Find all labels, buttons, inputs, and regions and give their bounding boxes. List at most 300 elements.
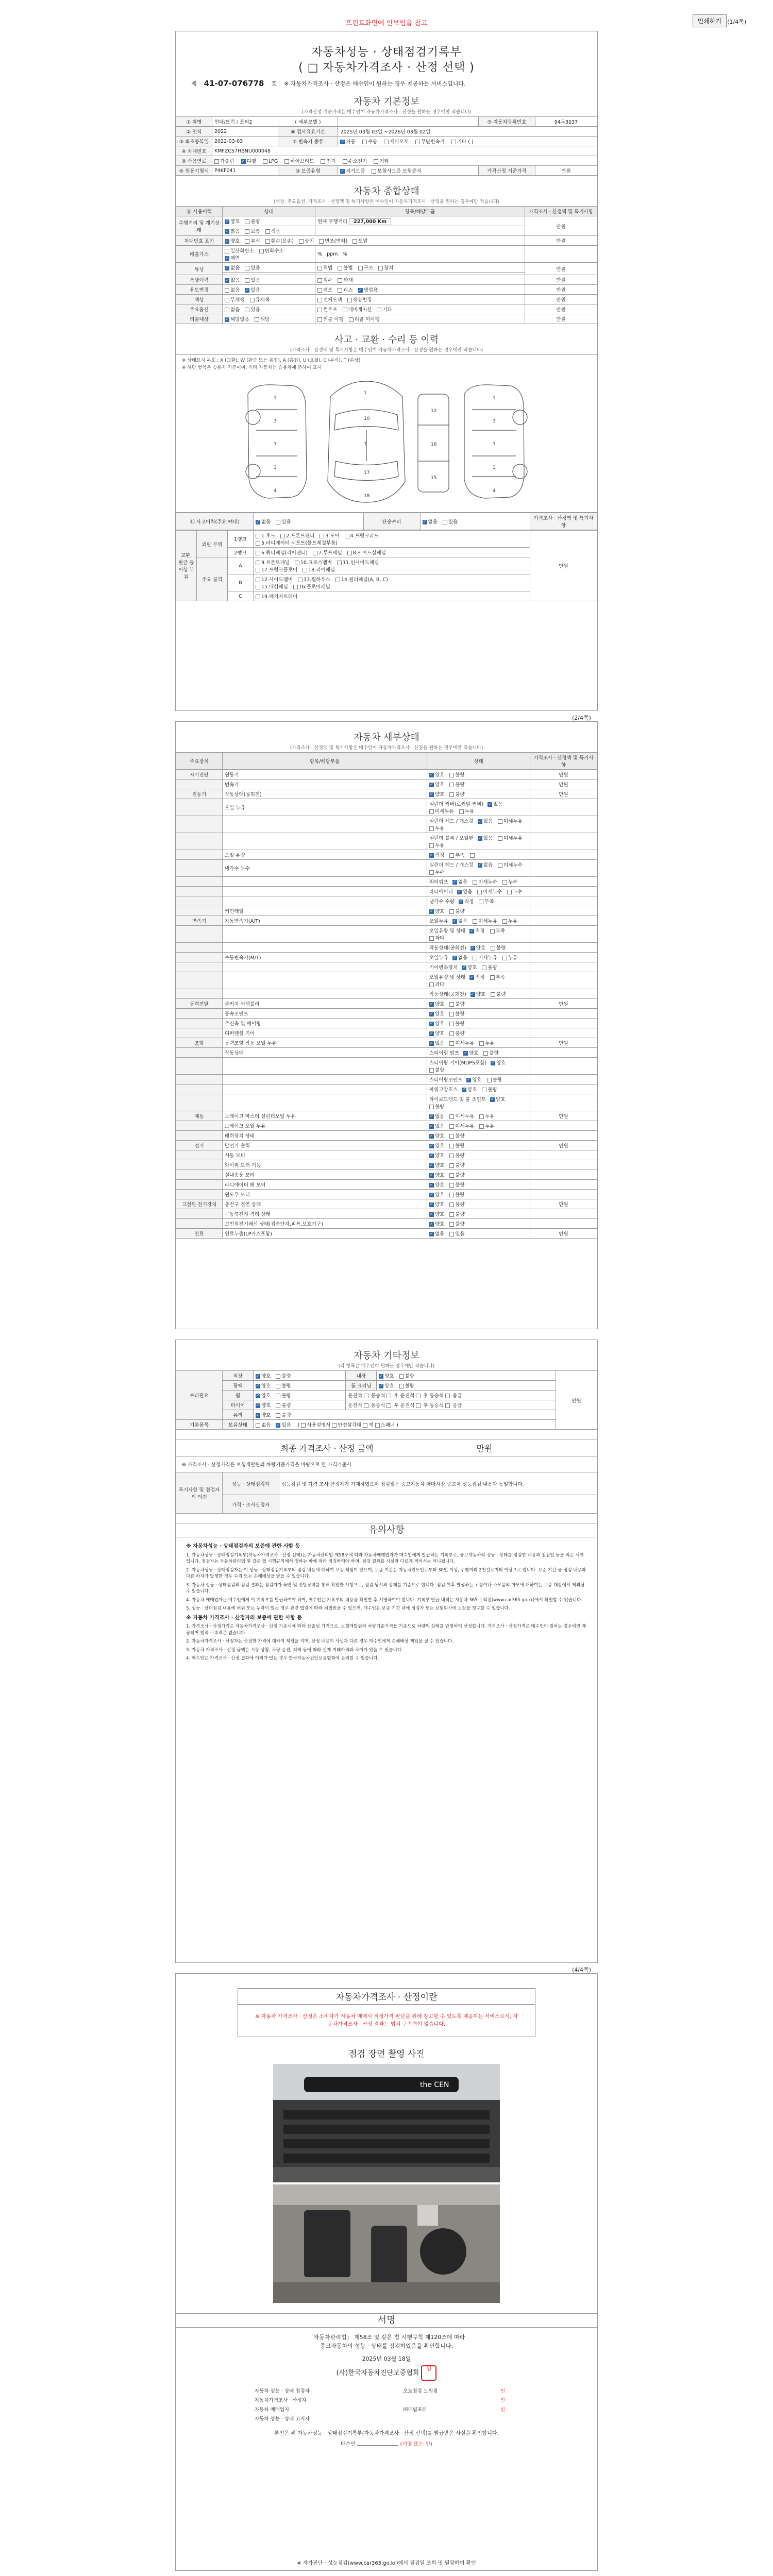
checkbox-cvt[interactable] <box>415 140 420 144</box>
label-basic-items: 기본품목 <box>176 1420 223 1430</box>
checkbox-detail[interactable] <box>478 819 482 824</box>
checkbox-accident-yes[interactable] <box>276 520 280 524</box>
engine-type: P4KF041 <box>212 166 278 176</box>
checkbox-glass-bad[interactable] <box>276 1413 280 1418</box>
checkbox-detail[interactable] <box>449 1114 454 1119</box>
checkbox-detail[interactable] <box>462 1088 466 1092</box>
checkbox-detail[interactable] <box>470 853 475 858</box>
checkbox-fire[interactable] <box>338 278 342 283</box>
checkbox-tire-bad[interactable] <box>276 1403 280 1408</box>
checkbox-detail[interactable] <box>452 956 457 960</box>
engine-bay-image <box>273 2184 500 2303</box>
detail-model-label: ( 세부모델 ) <box>278 117 338 127</box>
checkbox-wheel-good[interactable] <box>256 1394 260 1398</box>
checkbox-special-none[interactable] <box>225 278 229 283</box>
checkbox-vin-diff[interactable] <box>299 239 304 244</box>
doc-suffix: 호 <box>271 80 277 87</box>
checkbox-detail[interactable] <box>429 1193 434 1197</box>
svg-text:4: 4 <box>274 488 277 494</box>
label-buyer: 매수인 <box>341 2442 356 2447</box>
checkbox-color-change[interactable] <box>347 298 352 302</box>
col-usage: ⑪ 사용이력 <box>176 207 223 216</box>
checkbox-commercial[interactable] <box>358 288 363 293</box>
checkbox-odo-bad[interactable] <box>245 219 249 224</box>
checkbox-detail[interactable] <box>429 1012 434 1016</box>
checkbox-tuning-illegal[interactable] <box>338 266 342 270</box>
checkbox-detail[interactable] <box>429 1163 434 1168</box>
checkbox-detail[interactable] <box>449 783 454 787</box>
page-footer: ※ 자가진단 · 성능점검(www.car365.go.kr)에서 점검일 조회 및 열람하여 확인 <box>297 2561 476 2566</box>
label-accident-price: 가격조사 · 산정액 및 특기사항 <box>530 513 597 530</box>
checkbox-recall-done[interactable] <box>317 317 322 322</box>
checkbox-int-bad[interactable] <box>399 1374 404 1379</box>
notice-title: 유의사항 <box>176 1523 597 1537</box>
pricing-box-text: ※ 자동차 가격조사 · 산정은 소비자가 자동차 매매시 적정가격 판단을 위해 참고할 수 있도록 제공하는 서비스로서, 자동차가격조사 · 산정 결과는 법적 구속력이 없습니다. <box>255 2014 518 2027</box>
checkbox-detail[interactable] <box>482 965 486 970</box>
detail-row: 실린더 헤드 / 개스킷✓ 없음 미세누유누유 <box>176 816 597 833</box>
checkbox-vin-painted[interactable] <box>352 239 357 244</box>
checkbox-detail[interactable] <box>449 1212 454 1217</box>
detail-row: 등속조인트 ✓ 양호 불량 <box>176 1009 597 1019</box>
detail-status-title: 자동차 세부상태 <box>354 732 419 743</box>
engine-photo-1 <box>273 2064 500 2182</box>
checkbox-options-none[interactable] <box>225 308 229 312</box>
checkbox-detail[interactable] <box>487 1078 492 1082</box>
checkbox-detail[interactable] <box>491 992 495 997</box>
checkbox-detail[interactable] <box>429 1173 434 1178</box>
checkbox-manual[interactable] <box>362 140 367 144</box>
detail-row: 변속기 ✓ 양호 불량 만원 <box>176 779 597 789</box>
checkbox-recall-na[interactable] <box>225 317 229 322</box>
label-outer: 외판 부위 <box>197 531 228 557</box>
checkbox-detail[interactable] <box>449 1041 454 1046</box>
label-base-price: 가격산정 기준가격 <box>479 166 535 176</box>
checkbox-insurance-warranty[interactable] <box>372 169 376 174</box>
detail-row: 시동 모터 ✓ 양호 불량 <box>176 1150 597 1160</box>
checkbox-detail[interactable] <box>449 1144 454 1148</box>
svg-text:4: 4 <box>493 488 496 494</box>
page-1 <box>175 31 598 711</box>
checkbox-detail[interactable] <box>449 1202 454 1207</box>
checkbox-semi-auto[interactable] <box>384 140 389 144</box>
checkbox-detail[interactable] <box>473 880 477 885</box>
detail-row: 라디에이터✓ 없음 미세누수 누수 <box>176 887 597 896</box>
checkbox-detail[interactable] <box>429 1068 434 1073</box>
signature-table: 자동차 성능 · 상태 점검자 오토점검 노원점 인 자동차가격조사 · 산정자 인 자동차 매매업자 ㈜대림포터 인 자동차 성능 · 상태 고지자 <box>255 2388 506 2422</box>
checkbox-sunroof[interactable] <box>317 308 322 312</box>
detail-status-sub: (가격조사 · 산정액 및 특기사항은 매수인이 자동차가격조사 · 산정을 원하는 경우에만 적습니다) <box>290 745 483 751</box>
checkbox-detail[interactable] <box>491 946 495 951</box>
doc-note: ※ 자동차가격조사 · 산정은 매수인이 원하는 경우 제공하는 서비스입니다. <box>284 80 466 87</box>
checkbox-detail[interactable] <box>429 936 434 941</box>
engine-photo-2 <box>273 2184 500 2303</box>
label-pricer: 가격 · 조사산정자 <box>223 1495 279 1514</box>
checkbox-detail[interactable] <box>449 773 454 777</box>
checkbox-detail[interactable] <box>477 890 482 894</box>
page-2 <box>175 721 598 1329</box>
label-room-clean: 룸 크리닝 <box>346 1381 377 1391</box>
checkbox-hybrid[interactable] <box>284 159 289 164</box>
checkbox-detail[interactable] <box>429 909 434 914</box>
label-parts: 교환, 판금 등 이상 부위 <box>176 531 197 601</box>
checkbox-navi[interactable] <box>343 308 347 312</box>
checkbox-detail[interactable] <box>507 890 512 894</box>
checkbox-odo-good[interactable] <box>225 219 229 224</box>
checkbox-detail[interactable] <box>429 1002 434 1007</box>
front-grille-image <box>273 2064 500 2182</box>
checkbox-detail[interactable] <box>479 900 483 904</box>
row-vin-mark: 차대번호 표기 <box>176 236 223 246</box>
checkbox-detail[interactable] <box>498 863 502 868</box>
checkbox-special-yes[interactable] <box>245 278 249 283</box>
checkbox-detail[interactable] <box>449 853 454 858</box>
final-price-value: 만원 <box>476 1443 493 1453</box>
page-4 <box>175 1973 598 2571</box>
accident-sub: (가격조사 · 산정액 및 특기사항은 매수인이 자동차가격조사 · 산정을 원하는 경우에만 적습니다) <box>290 348 483 353</box>
svg-text:17: 17 <box>364 470 370 476</box>
checkbox-detail[interactable] <box>452 919 457 924</box>
parts-table: 교환, 판금 등 이상 부위 외판 부위 1랭크 1.후드 2.프론트펜더 3.도어 4.트렁크리드 5.라디에이터 서포트(볼트체결부품) 만원 2랭크 6.쿼터패널(리어펜더) 7.루프패널 8.사이드실패널 주요 골격 A 9.프론트패널 10.크로스멤버 11.인사이드패널 17.트렁크플로어 18.리어패널 B 12.사이드멤버 13.휠하우스 14.필러패널(A, B, C) 15.대쉬패널 16.플로어패널 C 19.패키지트레이 <box>176 530 597 601</box>
checkbox-wheel-bad[interactable] <box>276 1394 280 1398</box>
checkbox-detail[interactable] <box>473 919 477 924</box>
checkbox-detail[interactable] <box>449 1031 454 1036</box>
checkbox-detail[interactable] <box>429 1134 434 1139</box>
checkbox-detail[interactable] <box>452 880 457 885</box>
checkbox-detail[interactable] <box>429 1212 434 1217</box>
checkbox-detail[interactable] <box>429 809 434 814</box>
top-bar <box>0 0 773 27</box>
svg-text:1: 1 <box>364 391 367 396</box>
svg-text:10: 10 <box>364 416 370 421</box>
page-3 <box>175 1340 598 1963</box>
final-price-row <box>176 1439 597 1456</box>
checkbox-detail[interactable] <box>470 946 475 951</box>
price-options: 만원 <box>525 304 597 314</box>
row-options: 주요옵션 <box>176 304 223 314</box>
checkbox-repair-none[interactable] <box>423 520 427 524</box>
checkbox-detail[interactable] <box>429 1232 434 1236</box>
label-main-frame: 주요 골격 <box>197 557 228 601</box>
checkbox-chromatic[interactable] <box>250 298 255 302</box>
checkbox-detail[interactable] <box>429 1222 434 1227</box>
checkbox-detail[interactable] <box>429 982 434 987</box>
checkbox-glass-good[interactable] <box>256 1413 260 1418</box>
checkbox-detail[interactable] <box>429 870 434 875</box>
col-price: 가격조사 · 산정액 및 특기사항 <box>525 207 597 216</box>
detail-row: 작동상태(공회전)✓ 양호 불량 <box>176 989 597 999</box>
checkbox-detail[interactable] <box>429 1041 434 1046</box>
detail-row: 오일 유량 ✓ 적정 부족 <box>176 850 597 860</box>
label-warranty: ⑩ 보증유형 <box>278 166 338 176</box>
row-tuning: 튜닝 <box>176 263 223 275</box>
checkbox-detail[interactable] <box>429 1105 434 1109</box>
checkbox-detail[interactable] <box>482 1088 486 1092</box>
checkbox-achromatic[interactable] <box>225 298 229 302</box>
label-rank1: 1랭크 <box>228 531 254 548</box>
checkbox-int-good[interactable] <box>379 1374 383 1379</box>
svg-text:3: 3 <box>493 419 496 424</box>
label-plate: ⑤ 자동차등록번호 <box>479 117 535 127</box>
checkbox-clean-good[interactable] <box>379 1384 383 1388</box>
overall-status-table: ⑪ 사용이력 상태 항목/해당부품 가격조사 · 산정액 및 특기사항 주행거리 및 계기상태 ✓양호 불량 현재 주행거리 227,000 Km 만원 ✓많음 보통 적음 차대번호 표기 ✓ 양호 부식 훼손(오손) 상이 변조(변타) 도말 만원 배출가스 일산화탄소 탄화수소 ✓매연 % ppm % 튜닝 ✓ 없음 있음 적법 불법 구조 장치 만원 특별이력 ✓ 없음 있음 침수 화재 만원 용도변경 없음✓ 있음 렌트 리스✓ 영업용 만원 색상 무채색 유채색 전체도색 색상변경 만원 주요옵션 없음 있음 썬루프 네비게이션 기타 만원 리콜대상 ✓ 해당없음 해당 리콜 이행 리콜 미이행 만원 <box>176 206 597 324</box>
checkbox-detail[interactable] <box>473 956 477 960</box>
detail-row: 오일유량 및 상태✓ 적정 부족과다 <box>176 926 597 943</box>
checkbox-detail[interactable] <box>449 1232 454 1236</box>
inspector-opinion: 성능점검 및 가격 조사·산정자가 기재하였으며 점검일은 중고자동차 매매시장 중고차 성능점검 내용과 동일합니다. <box>279 1472 597 1495</box>
detail-row: 오일 누유 실린더 커버(로커암 커버)✓ 없음미세누유 누유 <box>176 799 597 816</box>
checkbox-detail[interactable] <box>429 853 434 858</box>
car-name: 현대/트럭 / 포터2 <box>212 117 278 127</box>
checkbox-tuning-device[interactable] <box>378 266 383 270</box>
checkbox-lpg[interactable] <box>263 159 267 164</box>
checkbox-detail[interactable] <box>498 836 502 841</box>
detail-row: 추진축 및 베어링 ✓ 양호 불량 <box>176 1019 597 1028</box>
checkbox-electric[interactable] <box>321 159 325 164</box>
svg-text:15: 15 <box>431 476 437 481</box>
checkbox-detail[interactable] <box>469 975 474 980</box>
checkbox-detail[interactable] <box>490 975 495 980</box>
checkbox-detail[interactable] <box>449 1124 454 1129</box>
price-odometer: 만원 <box>525 216 597 236</box>
checkbox-hydrogen[interactable] <box>343 159 347 164</box>
checkbox-detail[interactable] <box>502 919 507 924</box>
col-items: 항목/해당부품 <box>315 207 525 216</box>
detail-row: 변속기 자동변속기(A/T) 오일누유✓ 없음 미세누유 누유 <box>176 916 597 926</box>
checkbox-tuning-structure[interactable] <box>358 266 363 270</box>
checkbox-detail[interactable] <box>466 1078 471 1082</box>
checkbox-gasoline[interactable] <box>214 159 219 164</box>
checkbox-detail[interactable] <box>490 1097 495 1102</box>
checkbox-tuning-yes[interactable] <box>245 266 249 270</box>
svg-text:3: 3 <box>274 465 277 470</box>
checkbox-recall-not-done[interactable] <box>349 317 354 322</box>
label-transmission: ⑦ 변속기 종류 <box>278 137 338 146</box>
checkbox-detail[interactable] <box>502 880 507 885</box>
svg-text:7: 7 <box>364 442 367 447</box>
page-4-number: (4/4쪽) <box>572 1967 591 1973</box>
checkbox-detail[interactable] <box>449 1022 454 1026</box>
checkbox-mileage-many[interactable] <box>225 229 229 234</box>
checkbox-ext-bad[interactable] <box>276 1374 280 1379</box>
detail-row: 실내송풍 모터 ✓ 양호 불량 <box>176 1170 597 1180</box>
receipt-confirm: 본인은 위 자동차성능 · 상태점검기록부(자동차가격조사 · 산정 선택)를 발급받은 사실을 확인합니다. 매수인 (서명 또는 인) <box>274 2431 499 2447</box>
svg-text:7: 7 <box>274 442 277 447</box>
checkbox-detail[interactable] <box>449 1134 454 1139</box>
detail-row: 수동변속기(M/T) 오일누유✓ 없음 미세누유 누유 <box>176 953 597 962</box>
accident-title: 사고 · 교환 · 수리 등 이력 <box>334 334 439 345</box>
detail-row: 디퍼렌셜 기어 ✓ 양호 불량 <box>176 1028 597 1038</box>
first-reg-date: 2022-03-03 <box>212 137 278 146</box>
checkbox-detail[interactable] <box>429 773 434 777</box>
company-name: (사)한국자동차진단보증협회 <box>336 2369 419 2377</box>
price-accident: 만원 <box>530 531 597 601</box>
checkbox-detail[interactable] <box>449 1154 454 1158</box>
label-simple-repair: 단순수리 <box>363 513 420 530</box>
price-usage: 만원 <box>525 285 597 295</box>
detail-row: 냉각수 누수 실린더 헤드 / 개스킷✓ 없음 미세누수누수 <box>176 860 597 877</box>
checkbox-tire-good[interactable] <box>256 1403 260 1408</box>
detail-row: 동력전달 클러치 어셈블리 ✓ 양호 불량 만원 <box>176 999 597 1009</box>
checkbox-auto[interactable] <box>340 140 345 144</box>
checkbox-diesel[interactable] <box>241 159 246 164</box>
other-info-sub: (각 항목은 매수인이 원하는 경우에만 적습니다) <box>338 1364 435 1369</box>
checkbox-vin-altered[interactable] <box>319 239 324 244</box>
warranty-options: ✓ 자가보증 보험사보증 보험증지 <box>338 166 479 176</box>
checkbox-vin-damage[interactable] <box>265 239 270 244</box>
label-fuel: ⑧ 사용연료 <box>176 156 212 166</box>
checkbox-recall-yes[interactable] <box>255 317 259 322</box>
checkbox-detail[interactable] <box>479 1041 484 1046</box>
label-repair-needed: 수리필요 <box>176 1371 223 1420</box>
checkbox-options-yes[interactable] <box>245 308 249 312</box>
checkbox-detail[interactable] <box>449 1222 454 1227</box>
label-engine-type: ⑨ 원동기형식 <box>176 166 212 176</box>
checkbox-clean-bad[interactable] <box>399 1384 404 1388</box>
checkbox-vin-good[interactable] <box>225 239 229 244</box>
checkbox-detail[interactable] <box>478 863 482 868</box>
checkbox-detail[interactable] <box>429 1114 434 1119</box>
svg-text:1: 1 <box>274 396 277 401</box>
checkbox-detail[interactable] <box>449 1183 454 1188</box>
basic-info-table <box>176 116 597 176</box>
checkbox-detail[interactable] <box>429 1144 434 1148</box>
checkbox-hc[interactable] <box>259 249 264 253</box>
col-state: 상태 <box>223 207 315 216</box>
checkbox-detail[interactable] <box>429 783 434 787</box>
checkbox-detail[interactable] <box>429 792 434 797</box>
checkbox-detail[interactable] <box>429 1124 434 1129</box>
price-tuning: 만원 <box>525 263 597 275</box>
page-2-number: (2/4쪽) <box>572 715 591 721</box>
detail-row: 브레이크 오일 누유 ✓ 없음 미세누유 누유 <box>176 1121 597 1131</box>
accident-history-table: ⑪ 사고이력(주요 뼈대) ✓ 없음 있음 단순수리 ✓ 없음 있음 가격조사 · 산정액 및 특기사항 <box>176 513 597 530</box>
detail-row: 파워고압호스✓ 양호 불량 <box>176 1084 597 1094</box>
brand-emblem: the CEN <box>420 2081 449 2089</box>
checkbox-tuning-none[interactable] <box>225 266 229 270</box>
document-subtitle: ( □ 자동차가격조사 · 산정 선택 ) <box>298 61 475 74</box>
checkbox-detail[interactable] <box>449 909 454 914</box>
checkbox-detail[interactable] <box>490 929 495 934</box>
checkbox-full-paint[interactable] <box>317 298 322 302</box>
checkbox-repair-yes[interactable] <box>443 520 447 524</box>
checkbox-detail[interactable] <box>459 900 463 904</box>
svg-text:18: 18 <box>364 494 370 499</box>
row-usage-change: 용도변경 <box>176 285 223 295</box>
checkbox-detail[interactable] <box>429 1031 434 1036</box>
svg-text:12: 12 <box>431 409 437 414</box>
checkbox-mileage-few[interactable] <box>265 229 270 234</box>
checkbox-detail[interactable] <box>429 1154 434 1158</box>
checkbox-detail[interactable] <box>462 965 466 970</box>
checkbox-detail[interactable] <box>469 929 474 934</box>
notice-heading-1: ※ 자동차성능 · 상태점검자의 보증에 관한 사항 등 <box>186 1544 300 1549</box>
checkbox-vin-rust[interactable] <box>245 239 249 244</box>
checkbox-self-warranty[interactable] <box>340 169 345 174</box>
checkbox-options-other[interactable] <box>377 308 381 312</box>
checkbox-other[interactable] <box>451 140 456 144</box>
checkbox-detail[interactable] <box>479 1114 484 1119</box>
detail-status-table <box>176 752 597 1239</box>
accident-legend: ※ 상태표시 부호 : X (교환), W (판금 또는 용접), A (흠집), U (요철), C (부식), T (손상) ※ 하단 항목은 승용차 기준이며, 기타 자동차는 승용차에 준하여 표시 <box>182 358 361 370</box>
checkbox-detail[interactable] <box>498 819 502 824</box>
checkbox-fuel-other[interactable] <box>374 159 378 164</box>
checkbox-detail[interactable] <box>429 1183 434 1188</box>
price-color: 만원 <box>525 295 597 304</box>
detail-row: 윈도우 모터 ✓ 양호 불량 <box>176 1190 597 1199</box>
checkbox-detail[interactable] <box>479 1124 484 1129</box>
detail-row: 와이퍼 모터 기능 ✓ 양호 불량 <box>176 1160 597 1170</box>
checkbox-detail[interactable] <box>483 1051 488 1056</box>
checkbox-detail[interactable] <box>429 826 434 831</box>
detail-row: 고전원 전기장치 충전구 절연 상태 ✓ 양호 불량 만원 <box>176 1199 597 1209</box>
checkbox-detail[interactable] <box>449 1002 454 1007</box>
checkbox-co[interactable] <box>225 249 229 253</box>
svg-text:7: 7 <box>493 442 496 447</box>
checkbox-detail[interactable] <box>459 809 464 814</box>
checkbox-gloss-bad[interactable] <box>276 1384 280 1388</box>
vin: KMFZCS7HBNU000048 <box>212 146 597 156</box>
label-inspection-validity: ⑥ 검사유효기간 <box>278 127 338 137</box>
checkbox-detail[interactable] <box>457 890 462 894</box>
checkbox-gloss-good[interactable] <box>256 1384 260 1388</box>
detail-row: 자기진단 원동기 ✓ 양호 불량 만원 <box>176 770 597 779</box>
other-info-title: 자동차 기타정보 <box>354 1350 419 1361</box>
svg-text:1: 1 <box>493 396 496 401</box>
checkbox-accident-none[interactable] <box>256 520 260 524</box>
mileage-value: 227,000 Km <box>349 218 391 225</box>
checkbox-use-yes[interactable] <box>245 288 249 293</box>
row-emission: 배출가스 <box>176 246 223 263</box>
final-price-note: ※ 가격조사 · 산정가격은 보험개발원의 차량기준가격을 바탕으로 한 가격기준서 <box>182 1462 351 1468</box>
detail-row: 커먼레일 ✓ 양호 불량 <box>176 906 597 916</box>
checkbox-detail[interactable] <box>429 1202 434 1207</box>
checkbox-use-none[interactable] <box>225 288 229 293</box>
checkbox-tuning-legal[interactable] <box>317 266 322 270</box>
checkbox-detail[interactable] <box>449 1163 454 1168</box>
checkbox-detail[interactable] <box>488 802 492 807</box>
checkbox-lease[interactable] <box>338 288 342 293</box>
overall-status-sub: (색상, 주요옵션, 가격조사 · 산정액 및 특기사항은 매수인이 자동차가격조사 · 산정을 원하는 경우에만 적습니다) <box>273 199 500 205</box>
detail-row: 스티어링조인트✓ 양호 불량 <box>176 1075 597 1084</box>
checkbox-detail[interactable] <box>449 1193 454 1197</box>
checkbox-smoke[interactable] <box>225 256 229 261</box>
checkbox-mileage-normal[interactable] <box>245 229 249 234</box>
checkbox-ext-good[interactable] <box>256 1374 260 1379</box>
col-detail-price: 가격조사 · 산정액 및 특기사항 <box>530 753 597 770</box>
checkbox-detail[interactable] <box>429 843 434 848</box>
checkbox-detail[interactable] <box>463 1051 468 1056</box>
car-diagram <box>176 374 597 513</box>
checkbox-detail[interactable] <box>478 836 482 841</box>
checkbox-detail[interactable] <box>491 1061 495 1065</box>
document-title: 자동차성능 · 상태점검기록부 <box>311 46 462 59</box>
print-warning: 프린트화면에 안보임을 참고 <box>345 20 428 27</box>
checkbox-detail[interactable] <box>449 1012 454 1016</box>
detail-row: 배력장치 상태 ✓ 양호 불량 <box>176 1131 597 1141</box>
print-button[interactable]: 인쇄하기 <box>693 14 727 27</box>
checkbox-detail[interactable] <box>449 792 454 797</box>
label-year: ② 연식 <box>176 127 212 137</box>
label-exterior: 외장 <box>223 1371 254 1381</box>
checkbox-flood[interactable] <box>317 278 322 283</box>
checkbox-rent[interactable] <box>317 288 322 293</box>
checkbox-detail[interactable] <box>429 1022 434 1026</box>
checkbox-detail[interactable] <box>502 956 507 960</box>
checkbox-detail[interactable] <box>470 992 475 997</box>
svg-text:16: 16 <box>431 442 437 447</box>
checkbox-detail[interactable] <box>449 1173 454 1178</box>
detail-row: 타이로드엔드 및 볼 조인트✓ 양호불량 <box>176 1094 597 1111</box>
